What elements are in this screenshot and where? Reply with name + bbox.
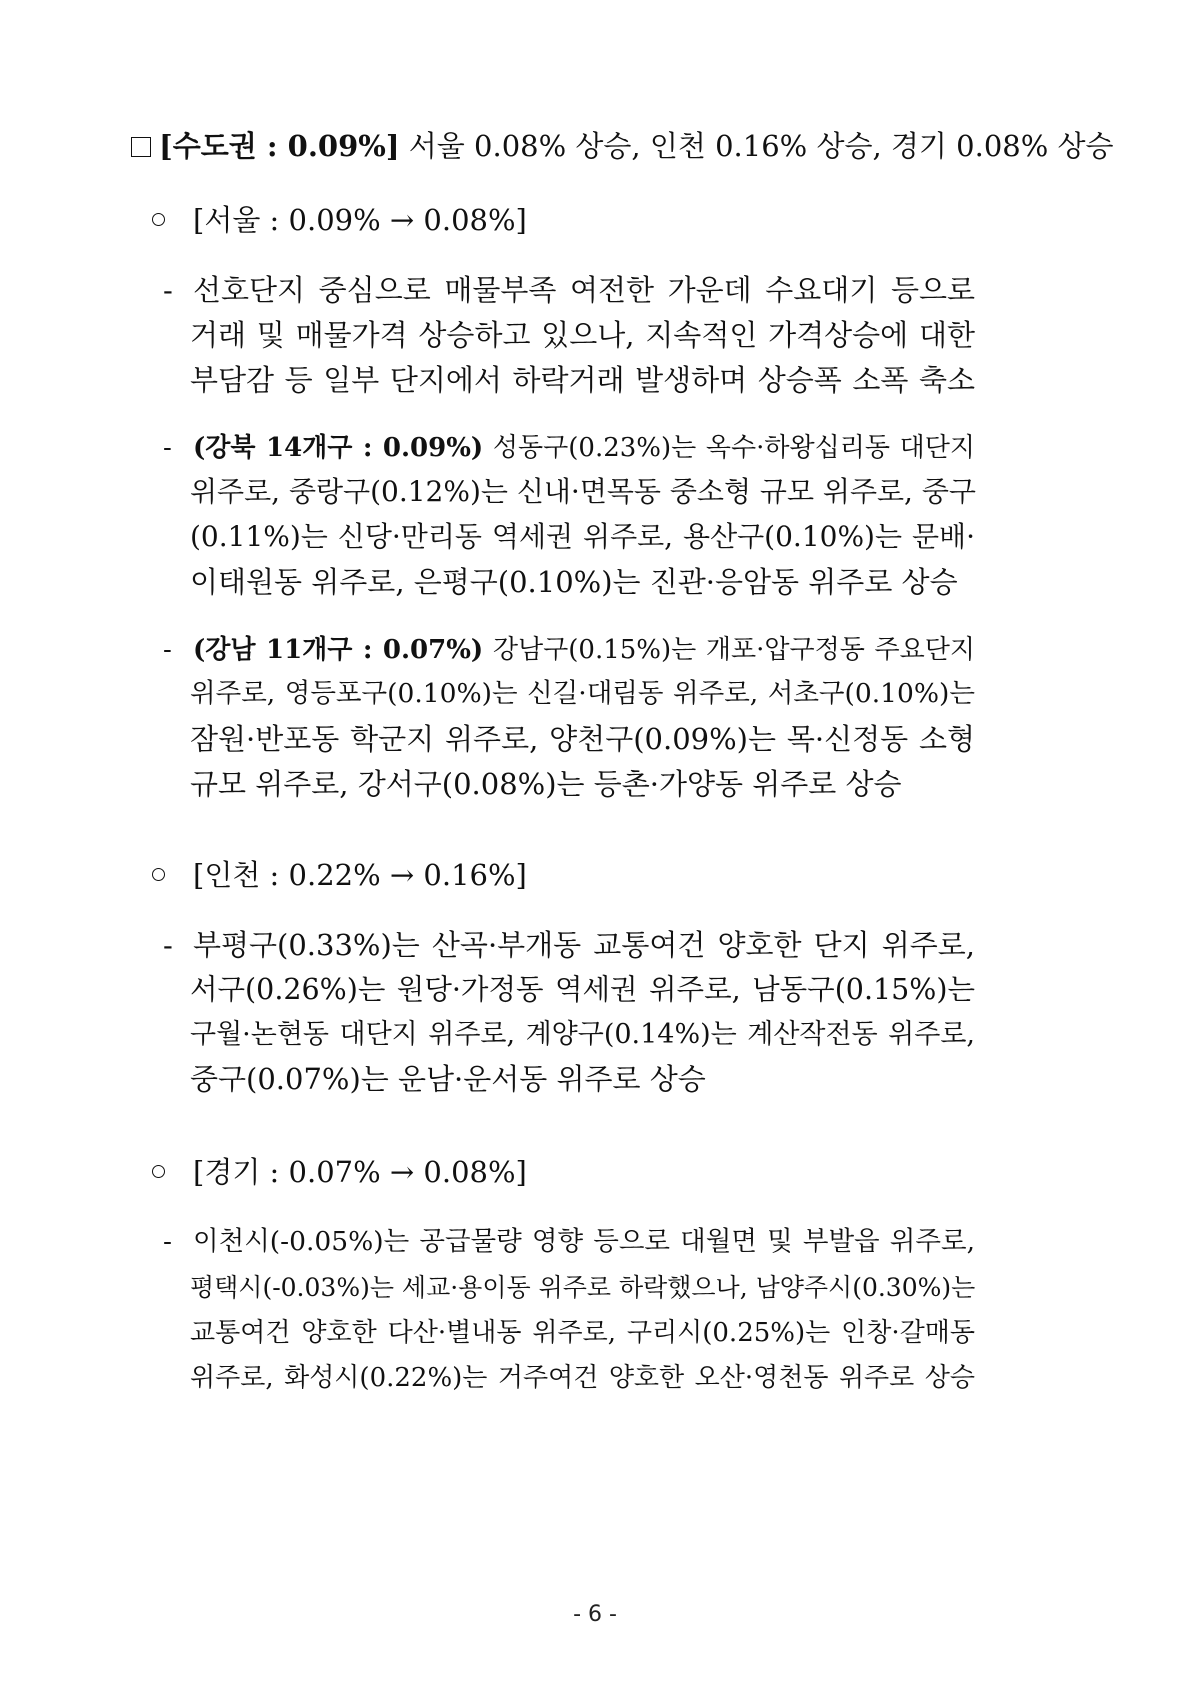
seoul-p2-line3: (0.11%)는 신당·만리동 역세권 위주로, 용산구(0.10%)는 문배·: [190, 520, 975, 553]
heading-label: [수도권 : 0.09%]: [159, 129, 400, 163]
seoul-p1-line3: 부담감 등 일부 단지에서 하락거래 발생하며 상승폭 소폭 축소: [190, 363, 975, 397]
circle-bullet-icon: [152, 1165, 165, 1178]
circle-bullet-icon: [152, 868, 165, 881]
seoul-p3-line4: 규모 위주로, 강서구(0.08%)는 등촌·가양동 위주로 상승: [190, 767, 902, 801]
gyeonggi-p1-line4: 위주로, 화성시(0.22%)는 거주여건 양호한 오산·영천동 위주로 상승: [190, 1363, 975, 1393]
seoul-p1-line1: - 선호단지 중심으로 매물부족 여전한 가운데 수요대기 등으로: [163, 273, 975, 307]
seoul-p2-line4: 이태원동 위주로, 은평구(0.10%)는 진관·응암동 위주로 상승: [190, 565, 958, 599]
incheon-p1-line1: - 부평구(0.33%)는 산곡·부개동 교통여건 양호한 단지 위주로,: [163, 928, 975, 962]
incheon-p1-line4: 중구(0.07%)는 운남·운서동 위주로 상승: [190, 1062, 706, 1096]
gyeonggi-header: [경기 : 0.07% → 0.08%]: [152, 1152, 527, 1192]
section-heading: [131, 126, 1114, 166]
incheon-header: [인천 : 0.22% → 0.16%]: [152, 855, 527, 895]
incheon-p1-line2: 서구(0.26%)는 원당·가정동 역세권 위주로, 남동구(0.15%)는: [190, 973, 975, 1006]
seoul-p3-line3: 잠원·반포동 학군지 위주로, 양천구(0.09%)는 목·신정동 소형: [190, 722, 975, 756]
seoul-header: [서울 : 0.09% → 0.08%]: [152, 200, 527, 240]
gangnam-label: (강남 11개구 : 0.07%): [193, 635, 484, 665]
circle-bullet-icon: [152, 213, 165, 226]
seoul-p3-line1: - (강남 11개구 : 0.07%) 강남구(0.15%)는 개포·압구정동 주요단지: [163, 635, 975, 665]
gyeonggi-p1-line1: - 이천시(-0.05%)는 공급물량 영향 등으로 대월면 및 부발읍 위주로,: [163, 1226, 975, 1257]
seoul-p1-line2: 거래 및 매물가격 상승하고 있으나, 지속적인 가격상승에 대한: [190, 318, 975, 352]
incheon-p1-line3: 구월·논현동 대단지 위주로, 계양구(0.14%)는 계산작전동 위주로,: [190, 1019, 975, 1050]
seoul-p2-line2: 위주로, 중랑구(0.12%)는 신내·면목동 중소형 규모 위주로, 중구: [190, 475, 976, 508]
gyeonggi-p1-line2: 평택시(-0.03%)는 세교·용이동 위주로 하락했으나, 남양주시(0.30%)는: [190, 1273, 976, 1302]
page-number: - 6 -: [573, 1602, 617, 1627]
heading-text: 서울 0.08% 상승, 인천 0.16% 상승, 경기 0.08% 상승: [408, 129, 1114, 163]
gangbuk-label: (강북 14개구 : 0.09%): [193, 433, 484, 463]
checkbox-square-icon: [131, 137, 151, 157]
seoul-p3-line2: 위주로, 영등포구(0.10%)는 신길·대림동 위주로, 서초구(0.10%)는: [190, 678, 975, 709]
seoul-p2-line1: - (강북 14개구 : 0.09%) 성동구(0.23%)는 옥수·하왕십리동 대단지: [163, 433, 975, 463]
gyeonggi-p1-line3: 교통여건 양호한 다산·별내동 위주로, 구리시(0.25%)는 인창·갈매동: [190, 1318, 975, 1348]
